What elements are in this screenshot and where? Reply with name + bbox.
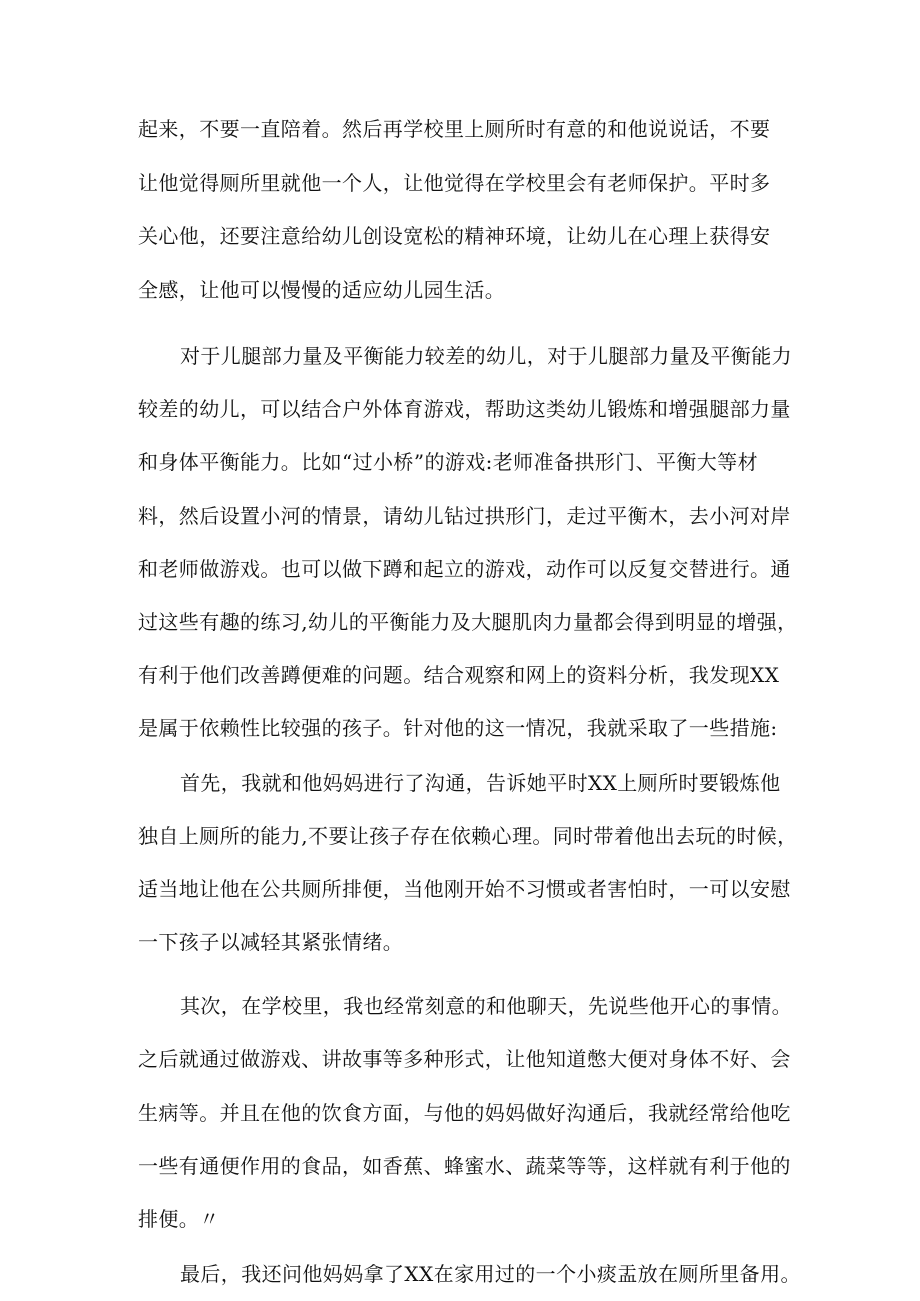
paragraph-4-line-2: 之后就通过做游戏、讲故事等多种形式，让他知道憋大便对身体不好、会	[138, 1047, 791, 1071]
paragraph-3-line-4: 一下孩子以减轻其紧张情绪。	[138, 930, 404, 954]
paragraph-4-line-3: 生病等。并且在他的饮食方面，与他的妈妈做好沟通后，我就经常给他吃	[138, 1101, 791, 1125]
paragraph-2-line-2: 较差的幼儿，可以结合户外体育游戏，帮助这类幼儿锻炼和增强腿部力量	[138, 397, 791, 421]
paragraph-2-line-7: 有利于他们改善蹲便难的问题。结合观察和网上的资料分析，我发现XX	[138, 663, 780, 687]
paragraph-1-line-4: 全感，让他可以慢慢的适应幼儿园生活。	[138, 278, 506, 302]
paragraph-2-line-5: 和老师做游戏。也可以做下蹲和起立的游戏，动作可以反复交替进行。通	[138, 557, 791, 581]
paragraph-2-line-4: 料，然后设置小河的情景，请幼儿钻过拱形门，走过平衡木，去小河对岸	[138, 504, 791, 528]
paragraph-2-line-6: 过这些有趣的练习,幼儿的平衡能力及大腿肌肉力量都会得到明显的增强，	[138, 610, 798, 634]
paragraph-2-line-8: 是属于依赖性比较强的孩子。针对他的这一情况，我就采取了一些措施:	[138, 716, 778, 740]
paragraph-1-line-3: 关心他，还要注意给幼儿创设宽松的精神环境，让幼儿在心理上获得安	[138, 224, 771, 248]
paragraph-4-line-5: 排便。〃	[138, 1207, 220, 1231]
paragraph-4-line-1: 其次，在学校里，我也经常刻意的和他聊天，先说些他开心的事情。	[180, 994, 792, 1018]
paragraph-3-line-2: 独自上厕所的能力,不要让孩子存在依赖心理。同时带着他出去玩的时候，	[138, 824, 798, 848]
paragraph-1-line-2: 让他觉得厕所里就他一个人，让他觉得在学校里会有老师保护。平时多	[138, 171, 771, 195]
paragraph-1-line-1: 起来，不要一直陪着。然后再学校里上厕所时有意的和他说说话，不要	[138, 117, 771, 141]
paragraph-2-line-3: 和身体平衡能力。比如“过小桥”的游戏:老师准备拱形门、平衡大等材	[138, 450, 758, 474]
paragraph-3-line-3: 适当地让他在公共厕所排便，当他刚开始不习惯或者害怕时，一可以安慰	[138, 877, 791, 901]
paragraph-2-line-1: 对于儿腿部力量及平衡能力较差的幼儿，对于儿腿部力量及平衡能力	[180, 344, 792, 368]
paragraph-5-line-1: 最后，我还问他妈妈拿了XX在家用过的一个小痰盂放在厕所里备用。	[180, 1262, 801, 1286]
paragraph-4-line-4: 一些有通便作用的食品，如香蕉、蜂蜜水、蔬菜等等，这样就有利于他的	[138, 1154, 791, 1178]
paragraph-3-line-1: 首先，我就和他妈妈进行了沟通，告诉她平时XX上厕所时要锻炼他	[180, 771, 781, 795]
